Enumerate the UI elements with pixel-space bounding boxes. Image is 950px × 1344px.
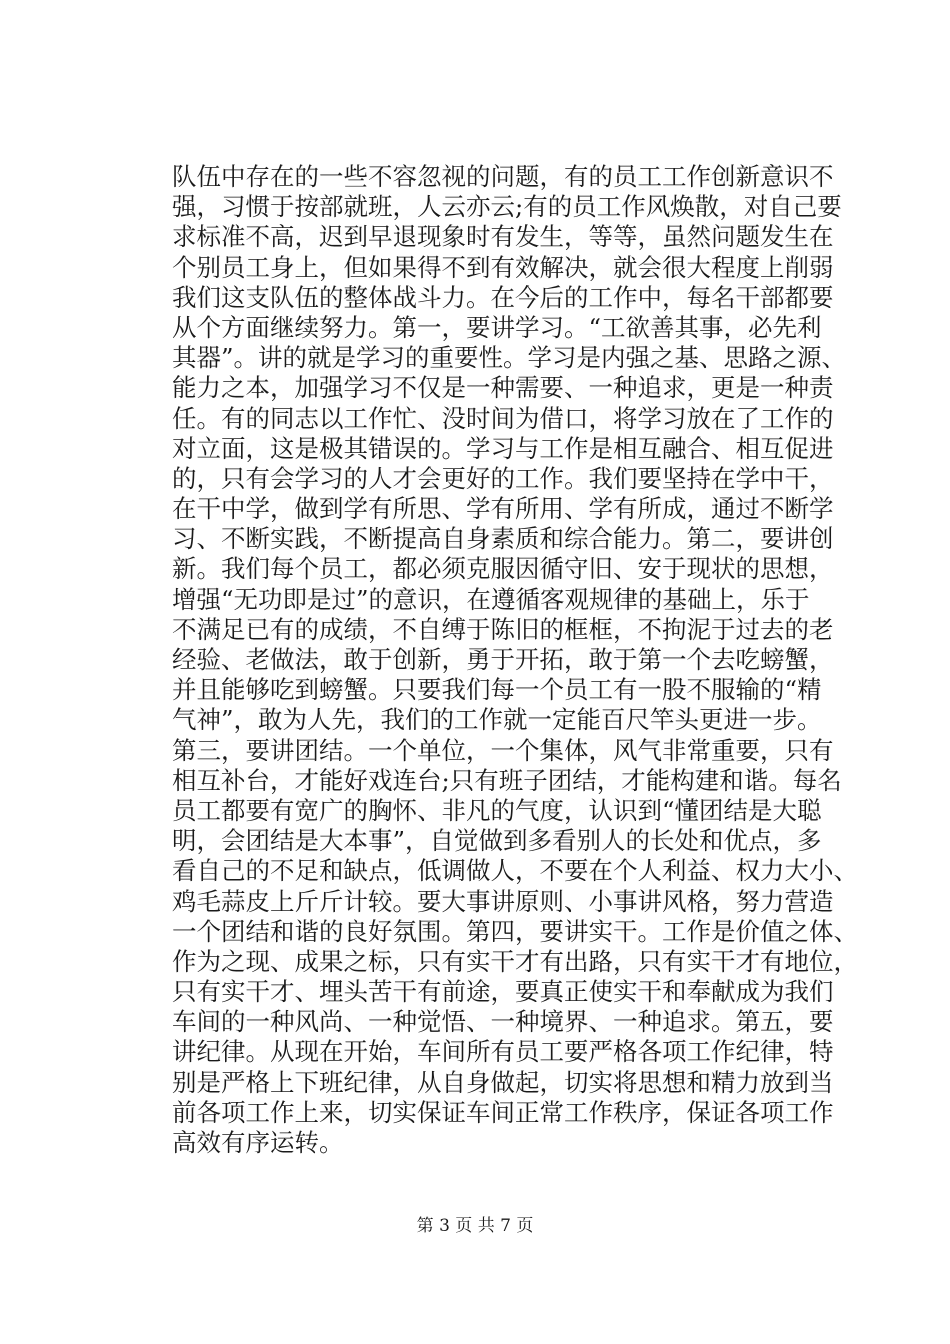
text-line: 车间的一种风尚、一种觉悟、一种境界、一种追求。第五，要 bbox=[172, 1007, 834, 1037]
text-line: 习、不断实践，不断提高自身素质和综合能力。第二，要讲创 bbox=[172, 524, 834, 554]
text-line: 作为之现、成果之标，只有实干才有出路，只有实干才有地位， bbox=[172, 946, 858, 976]
body-text bbox=[172, 162, 858, 1158]
text-line: 经验、老做法，敢于创新，勇于开拓，敢于第一个去吃螃蟹， bbox=[172, 645, 834, 674]
text-line: 其器”。讲的就是学习的重要性。学习是内强之基、思路之源、 bbox=[172, 343, 847, 373]
text-line: 强，习惯于按部就班，人云亦云;有的员工作风焕散，对自己要 bbox=[172, 192, 842, 222]
page-number-label: 第 3 页 共 7 页 bbox=[416, 1216, 534, 1236]
text-line: 别是严格上下班纪律，从自身做起，切实将思想和精力放到当 bbox=[172, 1067, 834, 1097]
text-line: 相互补台，才能好戏连台;只有班子团结，才能构建和谐。每名 bbox=[172, 765, 842, 795]
text-line: 新。我们每个员工，都必须克服因循守旧、安于现状的思想， bbox=[172, 554, 834, 584]
text-line: 在干中学，做到学有所思、学有所用、学有所成，通过不断学 bbox=[172, 494, 834, 524]
text-line: 增强“无功即是过”的意识，在遵循客观规律的基础上，乐于 bbox=[172, 584, 810, 614]
text-line: 员工都要有宽广的胸怀、非凡的气度，认识到“懂团结是大聪 bbox=[172, 795, 822, 825]
text-line: 对立面，这是极其错误的。学习与工作是相互融合、相互促进 bbox=[172, 433, 834, 463]
text-line: 明，会团结是大本事”，自觉做到多看别人的长处和优点，多 bbox=[172, 826, 822, 856]
text-line: 鸡毛蒜皮上斤斤计较。要大事讲原则、小事讲风格，努力营造 bbox=[172, 886, 834, 916]
text-line: 一个团结和谐的良好氛围。第四，要讲实干。工作是价值之体、 bbox=[172, 916, 858, 946]
text-line: 的，只有会学习的人才会更好的工作。我们要坚持在学中干， bbox=[172, 463, 834, 493]
text-line: 个别员工身上，但如果得不到有效解决，就会很大程度上削弱 bbox=[172, 252, 834, 282]
text-line: 队伍中存在的一些不容忽视的问题，有的员工工作创新意识不 bbox=[172, 162, 834, 191]
text-line: 从个方面继续努力。第一，要讲学习。“工欲善其事，必先利 bbox=[172, 312, 822, 342]
text-line: 第三，要讲团结。一个单位，一个集体，风气非常重要，只有 bbox=[172, 735, 834, 765]
text-line: 并且能够吃到螃蟹。只要我们每一个员工有一股不服输的“精 bbox=[172, 675, 822, 705]
text-line: 不满足已有的成绩，不自缚于陈旧的框框，不拘泥于过去的老 bbox=[172, 614, 834, 644]
page-footer bbox=[0, 1214, 950, 1238]
text-line: 看自己的不足和缺点，低调做人，不要在个人利益、权力大小、 bbox=[172, 856, 858, 886]
text-line: 任。有的同志以工作忙、没时间为借口，将学习放在了工作的 bbox=[172, 403, 834, 433]
text-line: 气神”，敢为人先，我们的工作就一定能百尺竿头更进一步。 bbox=[172, 705, 822, 735]
text-line: 讲纪律。从现在开始，车间所有员工要严格各项工作纪律，特 bbox=[172, 1037, 834, 1067]
text-line: 求标准不高，迟到早退现象时有发生，等等，虽然问题发生在 bbox=[172, 222, 834, 252]
text-line: 我们这支队伍的整体战斗力。在今后的工作中，每名干部都要 bbox=[172, 282, 834, 312]
text-line: 前各项工作上来，切实保证车间正常工作秩序，保证各项工作 bbox=[172, 1097, 834, 1127]
text-line-last: 高效有序运转。 bbox=[172, 1128, 344, 1157]
text-line: 只有实干才、埋头苦干有前途，要真正使实干和奉献成为我们 bbox=[172, 977, 834, 1007]
text-line: 能力之本，加强学习不仅是一种需要、一种追求，更是一种责 bbox=[172, 373, 834, 403]
